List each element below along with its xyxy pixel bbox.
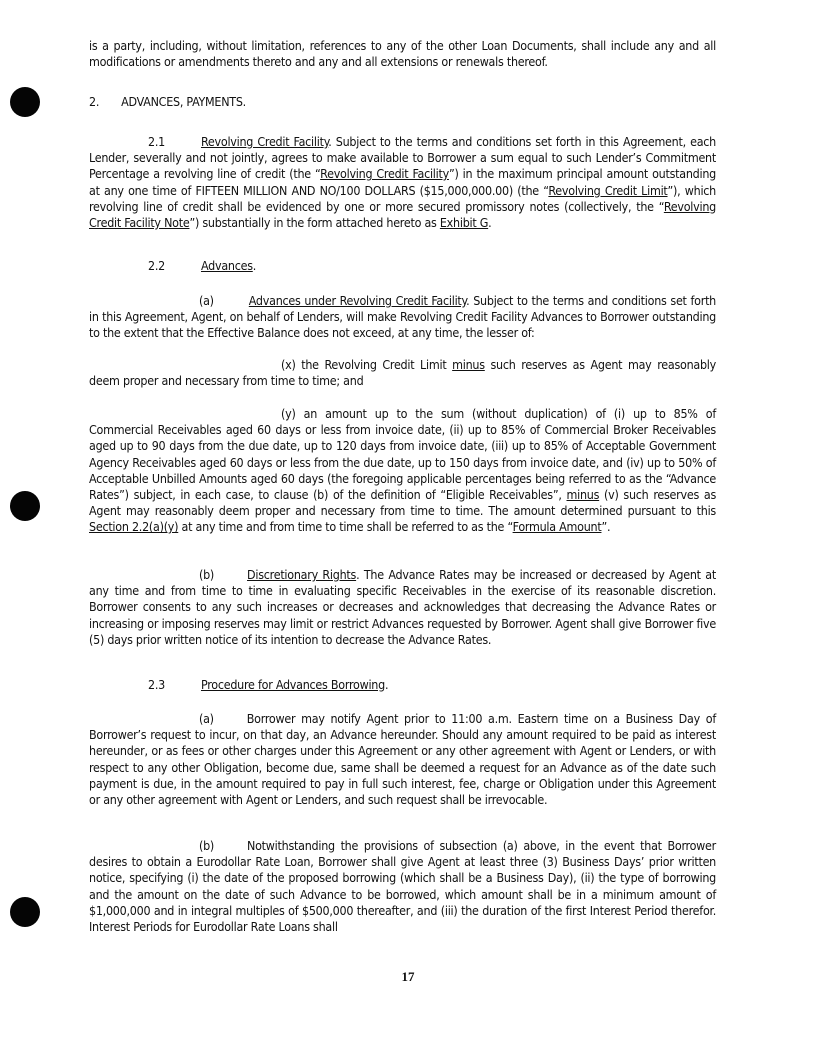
clause-y-text: ”. xyxy=(601,519,611,535)
section-2-3-a xyxy=(89,711,716,808)
clause-y-text: (y) an amount up to the sum (without duplication) of (i) up to 85% of Commercial Receivables aged 60 days or less from invoice date, (ii) up to 85% of Commercial Broker Receivables aged up to 90 days from the due date, up to 120 days from invoice date, (iii) up to 85% of Acceptable Government Agency Receivables aged 60 days or less from the due date, up to 150 days from invoice date, and (iv) up to 50% of Acceptable Unbilled Amounts aged 60 days (the foregoing applicable percentages being referred to as the “Advance Rates”) subject, in each case, to clause (b) of the definition of “Eligible Receivables”, xyxy=(89,406,716,503)
section-number: 2. xyxy=(89,94,100,109)
section-2-2-a-y xyxy=(89,406,716,536)
section-reference: Section 2.2(a)(y) xyxy=(89,519,179,535)
defined-term: Formula Amount xyxy=(512,519,602,535)
punch-hole-bottom xyxy=(10,897,40,927)
continuation-paragraph xyxy=(89,38,716,70)
punch-hole-top xyxy=(10,87,40,117)
section-2-3-b xyxy=(89,838,716,935)
section-2-1 xyxy=(89,134,716,231)
clause-text: Notwithstanding the provisions of subsection (a) above, in the event that Borrower desires to obtain a Eurodollar Rate Loan, Borrower shall give Agent at least three (3) Business Days’ prior written notice, specifying (i) the date of the proposed borrowing (which shall be a Business Day), (ii) the type of borrowing and the amount on the date of such Advance to be borrowed, which amount shall be in a minimum amount of $1,000,000 and in integral multiples of $500,000 thereafter, and (iii) the duration of the first Interest Period therefor. Interest Periods for Eurodollar Rate Loans shall xyxy=(89,838,716,935)
continuation-text: is a party, including, without limitation, references to any of the other Loan Documents, shall include any and all modifications or amendments thereto and any and all extensions or renewals thereof. xyxy=(89,38,716,70)
section-2-2-a-x xyxy=(89,357,716,389)
clause-text: . Subject to the terms and conditions set forth in this Agreement, Agent, on behalf of Lenders, will make Revolving Credit Facility Advances to Borrower outstanding to the extent that the Effective Balance does not exceed, at any time, the lesser of: xyxy=(89,293,716,341)
clause-label: (b) xyxy=(199,838,215,853)
section-2-1-number: 2.1 xyxy=(148,134,165,149)
defined-term: Revolving Credit Facility xyxy=(320,166,449,182)
clause-heading: Advances under Revolving Credit Facility xyxy=(248,293,467,308)
clause-label: (b) xyxy=(199,567,215,582)
clause-x-text: such reserves as Agent may reasonably deem proper and necessary from time to time; and xyxy=(89,357,716,389)
clause-label: (a) xyxy=(199,293,214,308)
section-title: ADVANCES, PAYMENTS. xyxy=(121,94,246,109)
section-2-3-title: Procedure for Advances Borrowing xyxy=(200,677,385,692)
heading-period: . xyxy=(384,677,389,692)
clause-text: Borrower may notify Agent prior to 11:00 a.m. Eastern time on a Business Day of Borrower’s request to incur, on that day, an Advance hereunder. Should any amount required to be paid as interest hereunder, or as fees or other charges under this Agreement or any other agreement with Agent or Lenders, or with respect to any other Obligation, become due, same shall be deemed a request for an Advance as of the date such payment is due, in the amount required to pay in full such interest, fee, charge or Obligation under this Agreement or any other agreement with Agent or Lenders, and such request shall be irrevocable. xyxy=(89,711,716,808)
section-2-heading xyxy=(89,94,716,110)
page-number: 17 xyxy=(401,969,415,984)
section-2-2-number: 2.2 xyxy=(148,258,165,273)
section-2-1-text: . xyxy=(488,215,492,231)
defined-term: Revolving Credit Limit xyxy=(548,182,668,198)
section-2-1-text: . Subject to the terms and conditions set forth in this Agreement, each Lender, severally and not jointly, agrees to make available to Borrower a sum equal to such Lender’s Commitment Percentage a revolving line of credit (the “ xyxy=(89,134,716,182)
clause-label: (a) xyxy=(199,711,214,726)
section-2-1-text: ”) substantially in the form attached hereto as xyxy=(189,215,440,231)
section-2-3-heading xyxy=(89,677,716,693)
section-2-1-text: ”) in the maximum principal amount outstanding at any one time of FIFTEEN MILLION AND NO/100 DOLLARS ($15,000,000.00) (the “ xyxy=(89,166,716,198)
clause-heading: Discretionary Rights xyxy=(247,567,357,582)
clause-x-text: (x) the Revolving Credit Limit xyxy=(281,357,453,372)
minus-term: minus xyxy=(566,487,600,503)
defined-term: Revolving Credit Facility Note xyxy=(89,198,716,231)
exhibit-reference: Exhibit G xyxy=(439,215,489,231)
section-2-2-heading xyxy=(89,258,716,274)
section-2-1-text: ”), which revolving line of credit shall be evidenced by one or more secured promissory notes (collectively, the “ xyxy=(89,182,716,214)
section-2-2-a xyxy=(89,293,716,342)
punch-hole-middle xyxy=(10,491,40,521)
clause-y-text: at any time and from time to time shall be referred to as the “ xyxy=(178,519,513,535)
section-2-2-title: Advances xyxy=(200,258,253,273)
section-2-2-b xyxy=(89,567,716,648)
minus-term: minus xyxy=(452,357,485,372)
section-2-3-number: 2.3 xyxy=(148,677,165,692)
section-2-1-heading: Revolving Credit Facility xyxy=(200,134,329,149)
clause-text: . The Advance Rates may be increased or decreased by Agent at any time and from time to time in evaluating specific Receivables in the exercise of its reasonable discretion. Borrower consents to any such increases or decreases and acknowledges that decreasing the Advance Rates or increasing or imposing reserves may limit or restrict Advances requested by Borrower. Agent shall give Borrower five (5) days prior written notice of its intention to decrease the Advance Rates. xyxy=(89,567,716,647)
clause-y-text: (v) such reserves as Agent may reasonably deem proper and necessary from time to time. The amount determined pursuant to this xyxy=(89,487,716,519)
heading-period: . xyxy=(252,258,257,273)
